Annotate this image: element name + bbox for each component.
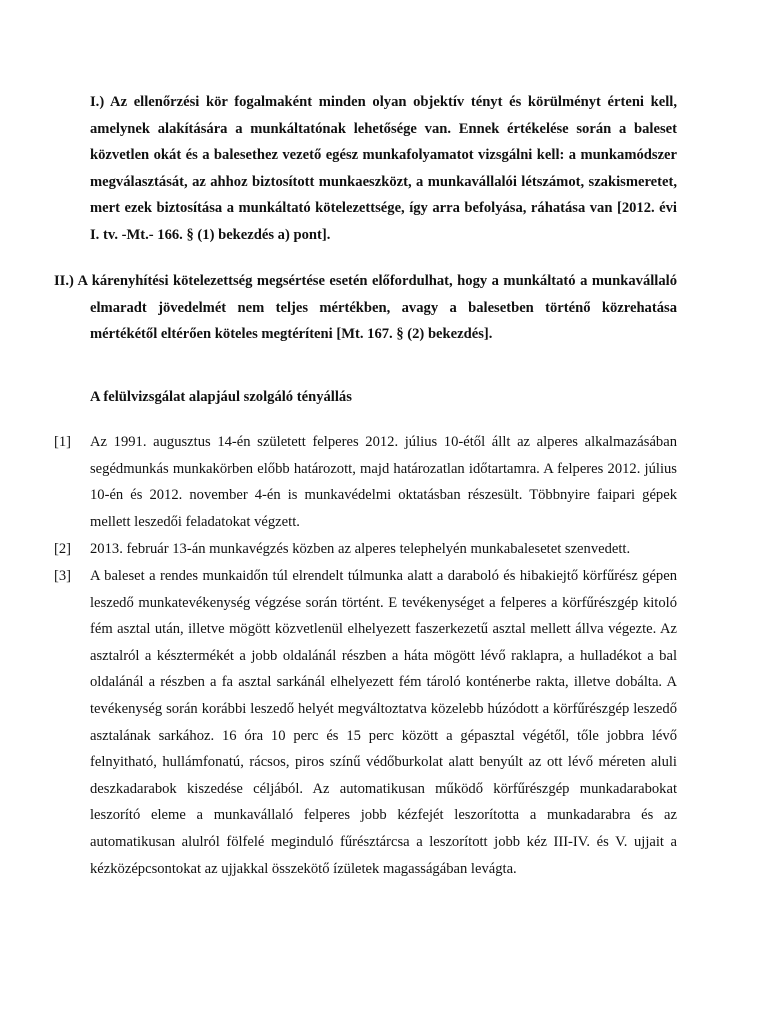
paragraph-text: 2013. február 13-án munkavégzés közben az alperes telephelyén munkabalesetet szenvedett.: [90, 541, 631, 557]
numbered-paragraph-1: [54, 429, 677, 535]
paragraph-number: [3]: [54, 568, 72, 584]
paragraph-II: II.) A kárenyhítési kötelezettség megsértése esetén előfordulhat, hogy a munkáltató a munkavállaló elmaradt jövedelmét nem teljes mértékben, avagy a balesetben történő közrehatása mértékétől eltérően köteles megtéríteni [Mt. 167. § (2) bekezdés].: [54, 273, 677, 343]
section-heading: A felülvizsgálat alapjául szolgáló tényállás: [90, 389, 352, 405]
paragraph-text: A baleset a rendes munkaidőn túl elrendelt túlmunka alatt a daraboló és hibakiejtő körfűrész gépen leszedő munkatevékenység végzése során történt. E tevékenységet a felperes a körfűrészgép kitoló fém asztal után, illetve mögött közvetlenül elhelyezett faszerkezetű asztal mellett állva végezte. Az asztalról a késztermékét a jobb oldalánál részben a háta mögött lévő raklapra, a hulladékot a bal oldalánál a részben a fa asztal sarkánál elhelyezett fém tároló konténerbe rakta, illetve dobálta. A tevékenység során korábbi leszedő helyét megváltoztatva közelebb húzódott a körfűrészgép leszedő asztalának sarkához. 16 óra 10 perc és 15 perc között a gépasztal végétől, tőle jobbra lévő felnyitható, hullámfonatú, rácsos, piros színű védőburkolat alatt benyúlt az ott lévő méreten aluli deszkadarabok kiszedése céljából. Az automatikusan működő körfűrészgép munkadarabokat leszorító eleme a munkavállaló felperes jobb kézfejét leszorította a munkadarabra és az automatikusan alulról fölfelé meginduló fűrésztárcsa a leszorított jobb kéz III-IV. és V. ujjait a kézközépcsontokat az ujjakkal összekötő ízületek magasságában levágta.: [90, 568, 677, 877]
paragraph-text: Az 1991. augusztus 14-én született felperes 2012. július 10-étől állt az alperes alkalmazásában segédmunkás munkakörben előbb határozott, majd határozatlan időtartamra. A felperes 2012. július 10-én és 2012. november 4-én is munkavédelmi oktatásban részesült. Többnyire faipari gépek mellett leszedői feladatokat végzett.: [90, 434, 677, 530]
paragraph-number: [1]: [54, 434, 72, 450]
paragraph-I: I.) Az ellenőrzési kör fogalmaként minden olyan objektív tényt és körülményt érteni kell, amelynek alakítására a munkáltatónak lehetősége van. Ennek értékelése során a baleset közvetlen okát és a balesethez vezető egész munkafolyamatot vizsgálni kell: a munkamódszer megválasztását, az ahhoz biztosított munkaeszközt, a munkavállalói létszámot, szakismeretet, mert ezek biztosítása a munkáltató kötelezettsége, így arra befolyása, ráhatása van [2012. évi I. tv. -Mt.- 166. § (1) bekezdés a) pont].: [90, 94, 677, 243]
numbered-paragraph-2: [54, 536, 677, 563]
numbered-paragraph-3: [54, 563, 677, 882]
paragraph-number: [2]: [54, 541, 72, 557]
